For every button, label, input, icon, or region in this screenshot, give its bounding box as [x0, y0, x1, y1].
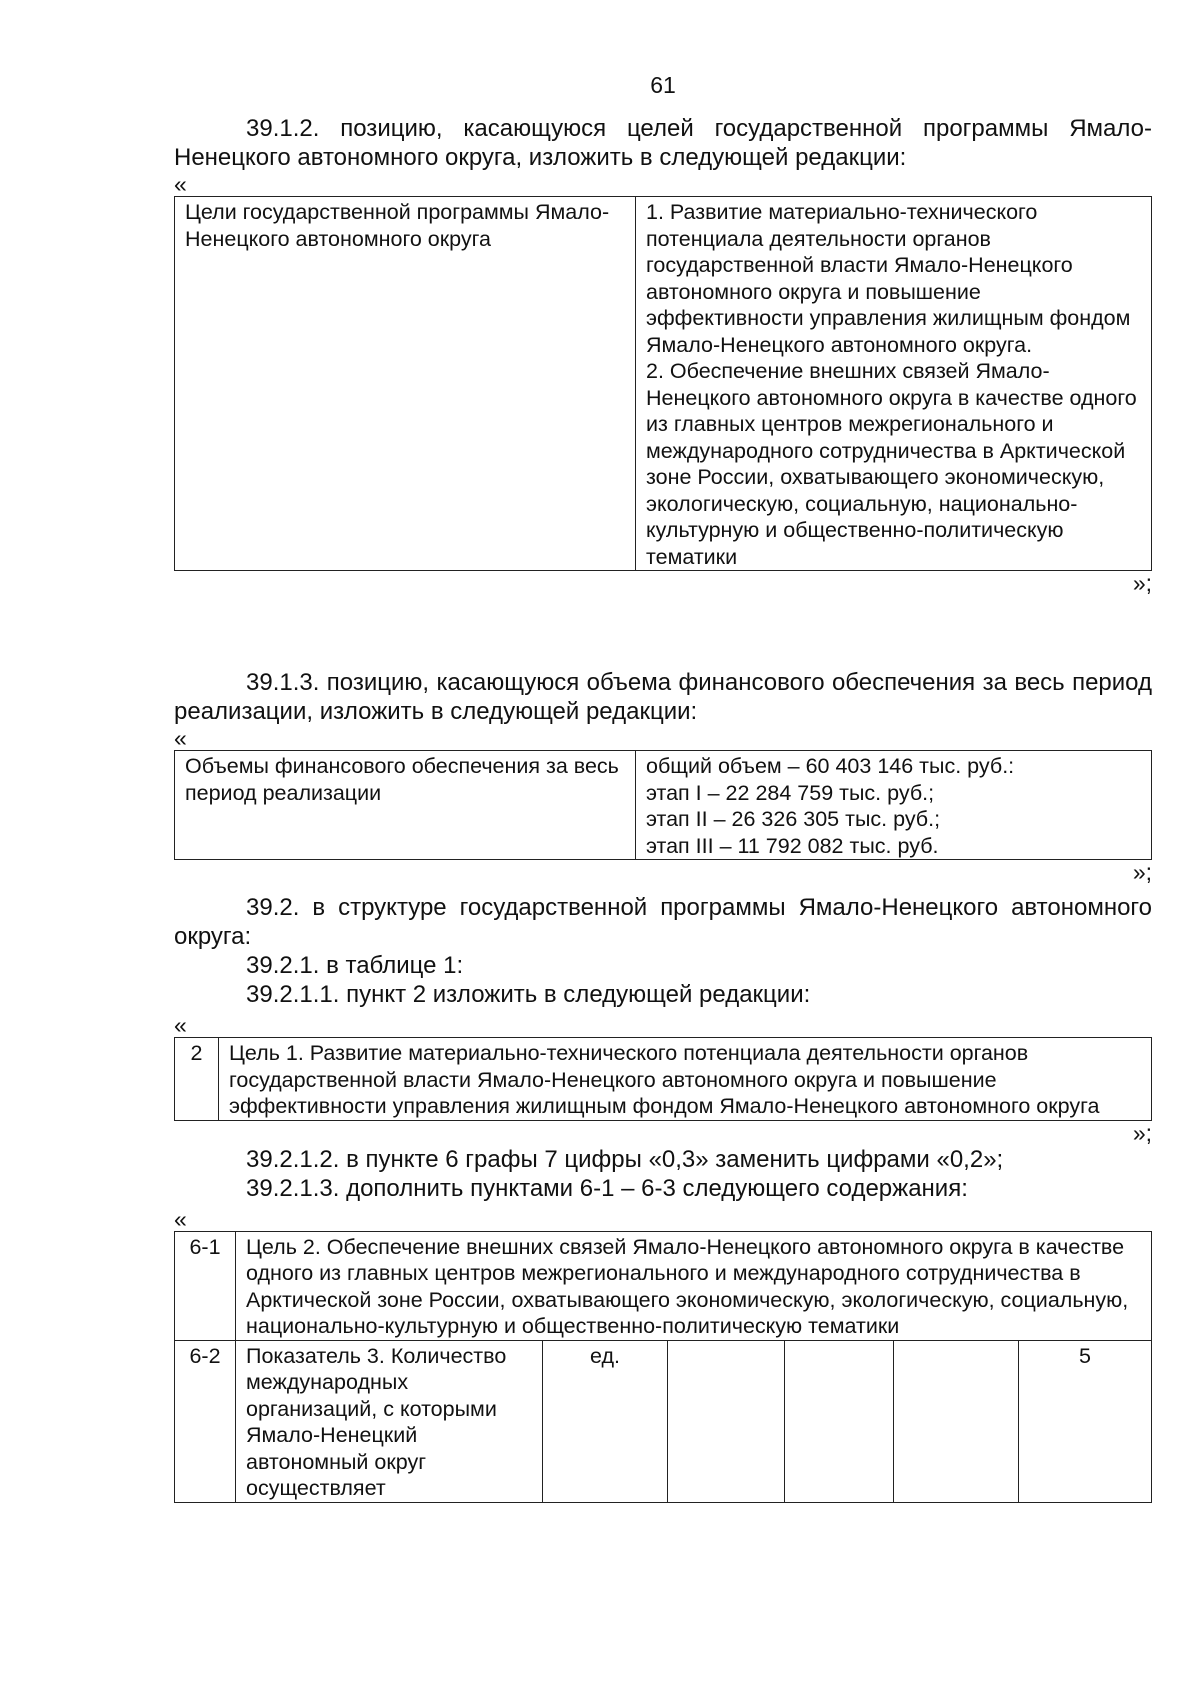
quote-open: «	[174, 1205, 187, 1232]
unit-cell: ед.	[543, 1340, 668, 1502]
quote-close: »;	[1132, 859, 1152, 885]
goal-2-cell: Цель 2. Обеспечение внешних связей Ямало-Ненецкого автономного округа в качестве одного из главных центров межрегионального и международного сотрудничества в Арктической зоне России, охватывающего экономическую, экологическую, социальную, национально-культурную и общественно-политическую тематики	[236, 1231, 1152, 1340]
table-row	[175, 197, 1152, 571]
row-number-cell: 2	[175, 1038, 219, 1121]
funding-stage-2: этап II – 26 326 305 тыс. руб.;	[646, 807, 941, 831]
row-number-cell: 6-2	[175, 1340, 236, 1502]
goals-value-cell	[636, 197, 1152, 571]
paragraph-39-2-1-3: 39.2.1.3. дополнить пунктами 6-1 – 6-3 следующего содержания:	[246, 1174, 968, 1202]
paragraph-39-2-1-1: 39.2.1.1. пункт 2 изложить в следующей редакции:	[246, 981, 811, 1008]
quote-open: «	[174, 171, 187, 197]
value-cell: 5	[1019, 1340, 1152, 1502]
goals-table	[174, 196, 1152, 571]
empty-cell	[785, 1340, 894, 1502]
indicator-cell: Показатель 3. Количество международных организаций, с которыми Ямало-Ненецкий автономный округ осуществляет	[236, 1340, 543, 1502]
section-39-2	[174, 893, 1152, 1503]
quote-close: »;	[1132, 1119, 1152, 1146]
table-row	[175, 1340, 1152, 1502]
goal-1-cell: Цель 1. Развитие материально-технического потенциала деятельности органов государственной власти Ямало-Ненецкого автономного округа и повышение эффективности управления жилищным фондом Ямало-Ненецкого автономного округа	[219, 1038, 1152, 1121]
empty-cell	[894, 1340, 1019, 1502]
section-39-1-3	[174, 668, 1152, 884]
funding-total: общий объем – 60 403 146 тыс. руб.:	[646, 754, 1015, 778]
goal-2-text: 2. Обеспечение внешних связей Ямало-Ненецкого автономного округа в качестве одного из главных центров межрегионального и международного сотрудничества в Арктической зоне России, охватывающего экономическую, экологическую, социальную, национально-культурную и общественно-политическую тематики	[646, 359, 1137, 569]
goals-label-cell: Цели государственной программы Ямало-Ненецкого автономного округа	[175, 197, 636, 571]
row-number-cell: 6-1	[175, 1231, 236, 1340]
goal-2-table	[174, 1231, 1152, 1503]
funding-stage-1: этап I – 22 284 759 тыс. руб.;	[646, 780, 935, 805]
quote-open: «	[174, 1012, 187, 1038]
quote-close: »;	[1132, 570, 1152, 596]
funding-stage-3: этап III – 11 792 082 тыс. руб.	[646, 833, 939, 858]
quote-open: «	[174, 725, 187, 751]
paragraph-39-1-2: 39.1.2. позицию, касающуюся целей государственной программы Ямало-Ненецкого автономного округа, изложить в следующей редакции:	[174, 115, 1152, 171]
table-row	[175, 1038, 1152, 1121]
table-row	[175, 751, 1152, 860]
paragraph-39-1-3: 39.1.3. позицию, касающуюся объема финансового обеспечения за весь период реализации, изложить в следующей редакции:	[174, 669, 1152, 725]
funding-value-cell	[636, 751, 1152, 860]
page-number: 61	[650, 72, 676, 98]
paragraph-39-2-1-2: 39.2.1.2. в пункте 6 графы 7 цифры «0,3» заменить цифрами «0,2»;	[246, 1145, 1004, 1173]
paragraph-39-2: 39.2. в структуре государственной программы Ямало-Ненецкого автономного округа:	[174, 894, 1152, 950]
paragraph-39-2-1: 39.2.1. в таблице 1:	[246, 952, 464, 979]
empty-cell	[668, 1340, 785, 1502]
goal-1-text: 1. Развитие материально-технического потенциала деятельности органов государственной власти Ямало-Ненецкого автономного округа и повышение эффективности управления жилищным фондом Ямало-Ненецкого автономного округа.	[646, 200, 1131, 357]
table-row	[175, 1231, 1152, 1340]
funding-label-cell: Объемы финансового обеспечения за весь период реализации	[175, 751, 636, 860]
goal-1-table	[174, 1037, 1152, 1121]
funding-table	[174, 750, 1152, 860]
section-39-1-2	[174, 114, 1152, 595]
